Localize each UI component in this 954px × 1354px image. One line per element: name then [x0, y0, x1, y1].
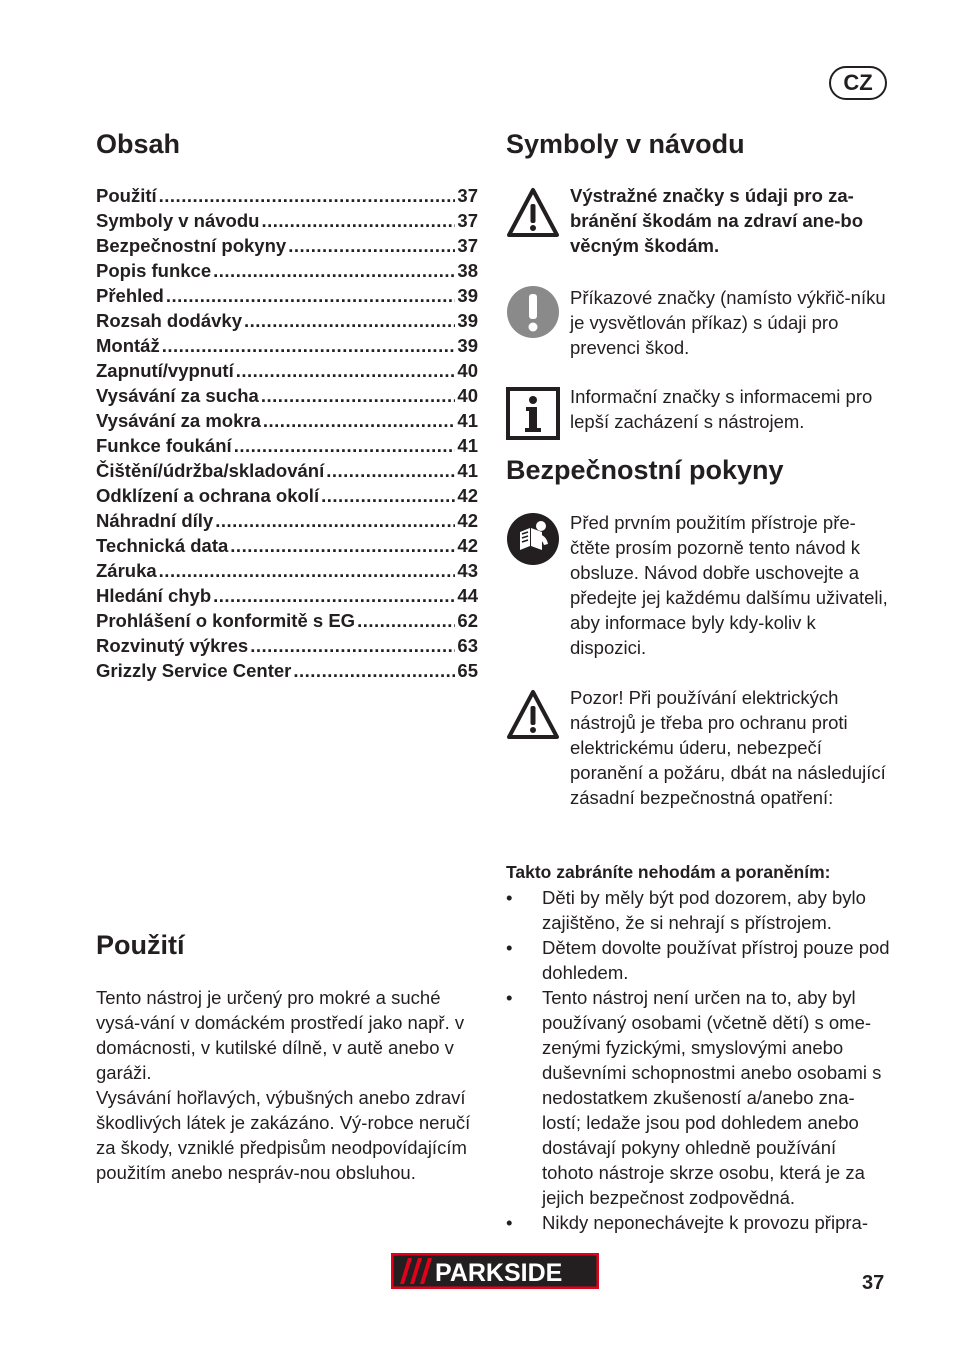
toc-entry-page: 39	[457, 310, 478, 331]
toc-entry-page: 40	[457, 385, 478, 406]
toc-entry	[96, 508, 478, 533]
toc-leader-dots	[263, 408, 456, 433]
command-symbol-text: Příkazové značky (namísto výkřič-níku je vysvětlován příkaz) s údaji pro prevenci škod.	[570, 287, 886, 358]
list-item: • Nikdy neponechávejte k provozu připra-	[506, 1210, 892, 1235]
parkside-logo	[391, 1253, 599, 1289]
toc-entry-label: Záruka	[96, 560, 157, 581]
toc-entry	[96, 658, 478, 683]
toc-leader-dots	[293, 658, 455, 683]
toc-entry	[96, 208, 478, 233]
usage-title: Použití	[96, 930, 185, 960]
list-item: • Tento nástroj není určen na to, aby byl používaný osobami (včetně dětí) s ome-zenými fyzickými, smyslovými anebo duševními schopnostmi anebo osobami s nedostatkem zkušeností a/anebo zna-lostí; ledaže jsou pod dohledem anebo dostávají pokyny ohledně používání tohoto nástroje skrze osobu, která je za jejich bezpečnost zodpovědná.	[506, 985, 892, 1210]
toc-leader-dots	[213, 583, 455, 608]
toc-entry-label: Zapnutí/vypnutí	[96, 360, 234, 381]
toc-entry	[96, 308, 478, 333]
toc-entry	[96, 533, 478, 558]
read-manual-icon	[506, 512, 560, 566]
toc-entry-label: Symboly v návodu	[96, 210, 260, 231]
toc-entry	[96, 233, 478, 258]
command-exclamation-icon	[506, 285, 560, 339]
safety-title: Bezpečnostní pokyny	[506, 455, 784, 485]
toc-entry-page: 65	[457, 660, 478, 681]
warning-triangle-icon	[506, 688, 560, 742]
safety-bullet-list	[506, 885, 892, 1235]
toc-entry-page: 40	[457, 360, 478, 381]
toc-entry-page: 43	[457, 560, 478, 581]
list-item: • Děti by měly být pod dozorem, aby bylo zajištěno, že si nehrají s přístrojem.	[506, 885, 892, 935]
toc-entry-page: 63	[457, 635, 478, 656]
caution-text: Pozor! Při používání elektrických nástrojů je třeba pro ochranu proti elektrickému úderu, nebezpečí poranění a požáru, dbát na následující zásadní bezpečnostná opatření:	[570, 687, 886, 808]
logo-text: PARKSIDE	[435, 1259, 563, 1287]
toc-entry	[96, 633, 478, 658]
toc-entry-page: 37	[457, 235, 478, 256]
language-badge: CZ	[829, 66, 887, 100]
toc-leader-dots	[261, 383, 456, 408]
toc-entry	[96, 258, 478, 283]
toc-entry-label: Popis funkce	[96, 260, 212, 281]
toc-leader-dots	[326, 458, 455, 483]
safety-subheading: Takto zabráníte nehodám a poraněním:	[506, 862, 831, 882]
toc-entry	[96, 483, 478, 508]
toc-entry-label: Čištění/údržba/skladování	[96, 460, 325, 481]
toc-entry-page: 38	[457, 260, 478, 281]
toc-entry-label: Bezpečnostní pokyny	[96, 235, 287, 256]
toc-entry-page: 37	[457, 185, 478, 206]
toc-entry	[96, 183, 478, 208]
toc-entry	[96, 283, 478, 308]
toc-leader-dots	[162, 333, 456, 358]
info-icon	[506, 387, 560, 441]
toc-leader-dots	[159, 183, 456, 208]
toc-entry-label: Technická data	[96, 535, 229, 556]
warning-symbol-text: Výstražné značky s údaji pro za-bránění škodám na zdraví ane-bo věcným škodám.	[570, 185, 863, 256]
toc-entry	[96, 558, 478, 583]
toc-leader-dots	[236, 358, 456, 383]
toc-entry	[96, 408, 478, 433]
toc-entry	[96, 383, 478, 408]
toc-entry-page: 44	[457, 585, 478, 606]
info-symbol-text: Informační značky s informacemi pro lepší zacházení s nástrojem.	[570, 386, 873, 432]
toc-entry-page: 39	[457, 335, 478, 356]
warning-triangle-icon	[506, 186, 560, 240]
toc-entry-label: Hledání chyb	[96, 585, 212, 606]
toc-entry-label: Přehled	[96, 285, 164, 306]
toc-leader-dots	[213, 258, 455, 283]
toc-entry-label: Grizzly Service Center	[96, 660, 292, 681]
toc-leader-dots	[321, 483, 455, 508]
toc-leader-dots	[261, 208, 455, 233]
toc-entry-page: 39	[457, 285, 478, 306]
toc-entry-label: Použití	[96, 185, 157, 206]
table-of-contents	[96, 183, 478, 683]
toc-entry	[96, 358, 478, 383]
page-number: 37	[862, 1272, 885, 1294]
toc-leader-dots	[159, 558, 456, 583]
toc-entry-label: Rozvinutý výkres	[96, 635, 249, 656]
toc-leader-dots	[166, 283, 456, 308]
toc-entry-label: Odklízení a ochrana okolí	[96, 485, 320, 506]
toc-entry	[96, 433, 478, 458]
toc-entry-label: Rozsah dodávky	[96, 310, 242, 331]
toc-leader-dots	[288, 233, 455, 258]
list-item: • Dětem dovolte používat přístroj pouze pod dohledem.	[506, 935, 892, 985]
toc-entry-page: 42	[457, 535, 478, 556]
symbols-title: Symboly v návodu	[506, 129, 745, 159]
toc-entry-page: 37	[457, 210, 478, 231]
toc-entry-label: Náhradní díly	[96, 510, 214, 531]
usage-paragraph-2: Vysávání hořlavých, výbušných anebo zdraví škodlivých látek je zakázáno. Vý-robce neručí za škody, vzniklé předpisům neodpovídajícím použitím anebo nespráv-nou obsluhou.	[96, 1087, 471, 1183]
usage-section	[96, 985, 480, 1185]
toc-entry-label: Montáž	[96, 335, 160, 356]
toc-leader-dots	[250, 633, 455, 658]
toc-entry-page: 41	[457, 460, 478, 481]
toc-title: Obsah	[96, 129, 181, 159]
toc-leader-dots	[234, 433, 456, 458]
toc-entry-page: 62	[457, 610, 478, 631]
toc-entry-page: 41	[457, 410, 478, 431]
toc-leader-dots	[230, 533, 455, 558]
toc-entry-label: Funkce foukání	[96, 435, 232, 456]
toc-entry	[96, 458, 478, 483]
toc-entry-page: 41	[457, 435, 478, 456]
toc-entry	[96, 583, 478, 608]
manual-notice-text: Před prvním použitím přístroje pře-čtěte prosím pozorně tento návod k obsluze. Návod dobře uschovejte a předejte jej každému dalšímu uživateli, aby informace byly kdy-koliv k dispozici.	[570, 512, 888, 658]
toc-entry	[96, 608, 478, 633]
toc-leader-dots	[215, 508, 455, 533]
usage-paragraph-1: Tento nástroj je určený pro mokré a suché vysá-vání v domáckém prostředí jako např. v domácnosti, v kutilské dílně, v autě anebo v garáži.	[96, 987, 465, 1083]
toc-entry-label: Prohlášení o konformitě s EG	[96, 610, 356, 631]
toc-entry-page: 42	[457, 485, 478, 506]
toc-entry-label: Vysávání za sucha	[96, 385, 259, 406]
toc-entry-page: 42	[457, 510, 478, 531]
toc-entry-label: Vysávání za mokra	[96, 410, 261, 431]
toc-entry	[96, 333, 478, 358]
toc-leader-dots	[357, 608, 455, 633]
toc-leader-dots	[244, 308, 455, 333]
